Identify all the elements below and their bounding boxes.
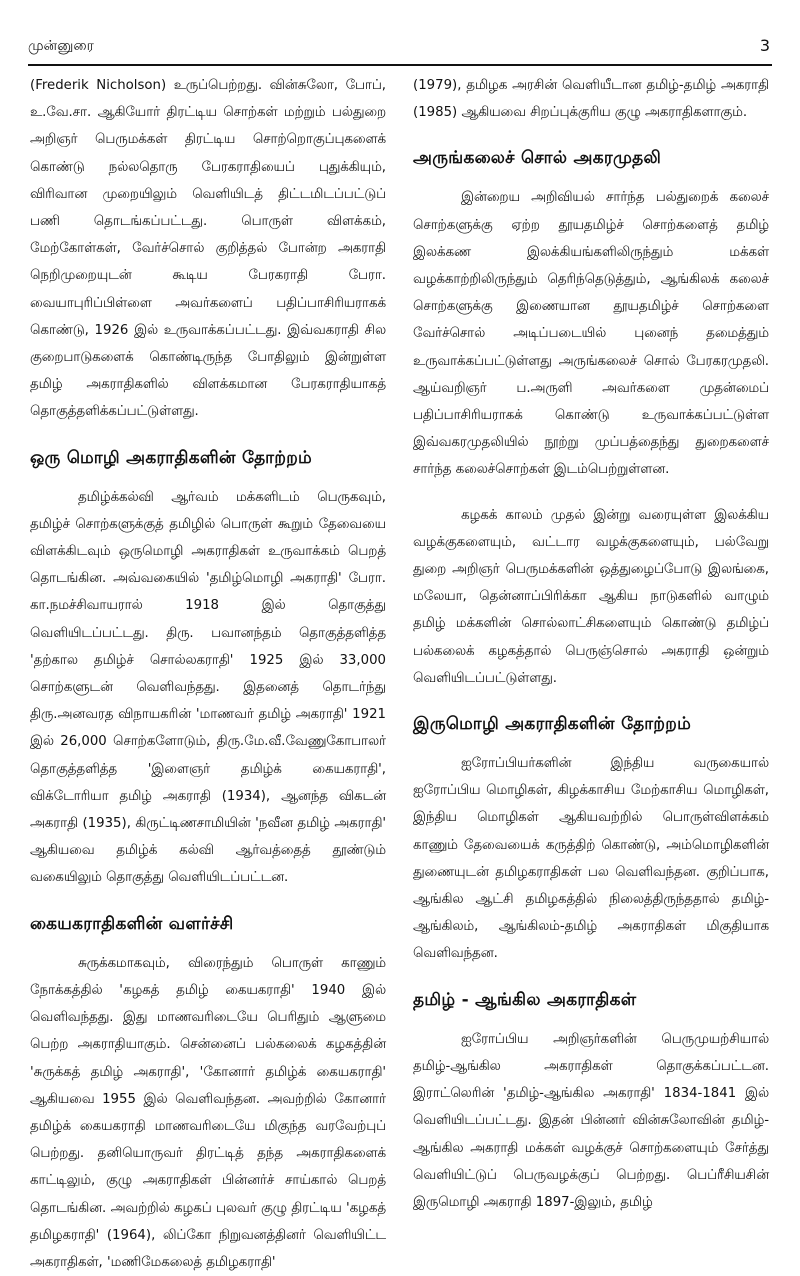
left-column [30, 72, 386, 1276]
right-column [413, 72, 769, 1216]
right-paragraph-1: (1979), தமிழக அரசின் வெளியீடான தமிழ்-தமிழ் அகராதி (1985) ஆகியவை சிறப்புக்குரிய குழு அகராதிகளாகும். [413, 78, 769, 121]
left-paragraph-3: சுருக்கமாகவும், விரைந்தும் பொருள் காணும் நோக்கத்தில் 'கழகத் தமிழ் கையகராதி' 1940 இல் வெளிவந்தது. இது மாணவரிடையே பெரிதும் ஆளுமை பெற்ற அகராதியாகும். சென்னைப் பல்கலைக் கழகத்தின் 'சுருக்கத் தமிழ் அகராதி', 'கோனார் தமிழ்க் கையகராதி' ஆகியவை 1955 இல் வெளிவந்தன. அவற்றில் கோனார் தமிழ்க் கையகராதி மாணவரிடையே மிகுந்த வரவேற்புப் பெற்றது. தனியொருவர் திரட்டித் தந்த அகராதிகளைக் காட்டிலும், குழு அகராதிகள் பின்னர்ச் சாய்கால் பெறத் தொடங்கின. அவற்றில் கழகப் புலவர் குழு திரட்டிய 'கழகத் தமிழகராதி' (1964), லிப்கோ நிறுவனத்தினர் வெளியிட்ட அகராதிகள், 'மணிமேகலைத் தமிழகராதி' [30, 955, 386, 1270]
section-heading-tamil-english: தமிழ் - ஆங்கில அகராதிகள் [413, 989, 637, 1010]
section-heading-technical-lexicon: அருங்கலைச் சொல் அகரமுதலி [413, 148, 662, 169]
left-paragraph-2: தமிழ்க்கல்வி ஆர்வம் மக்களிடம் பெருகவும், தமிழ்ச் சொற்களுக்குத் தமிழில் பொருள் கூறும் தேவையை விளக்கிடவும் ஒருமொழி அகராதிகள் உருவாக்கம் பெறத் தொடங்கின. அவ்வகையில் 'தமிழ்மொழி அகராதி' பேரா. கா.நமச்சிவாயரால் 1918 இல் தொகுத்து வெளியிடப்பட்டது. திரு. பவானந்தம் தொகுத்தளித்த 'தற்கால தமிழ்ச் சொல்லகராதி' 1925 இல் 33,000 சொற்களுடன் வெளிவந்தது. இதனைத் தொடர்ந்து திரு.அனவரத விநாயகரின் 'மாணவர் தமிழ் அகராதி' 1921 இல் 26,000 சொற்களோடும், திரு.மே.வீ.வேணுகோபாலர் தொகுத்தளித்த 'இளைஞர் தமிழ்க் கையகராதி', விக்டோரியா தமிழ் அகராதி (1934), ஆனந்த விகடன் அகராதி (1935), கிருட்டிணசாமியின் 'நவீன தமிழ் அகராதி' ஆகியவை தமிழ்க் கல்வி ஆர்வத்தைத் தூண்டும் வகையிலும் தொகுத்து வெளியிடப்பட்டன. [30, 489, 386, 886]
left-paragraph-1: (Frederik Nicholson) உருப்பெற்றது. வின்சுலோ, போப், உ.வே.சா. ஆகியோர் திரட்டிய சொற்கள் மற்றும் பல்துறை அறிஞர் பெருமக்கள் திரட்டிய சொற்றொகுப்புகளைக் கொண்டு நல்லதொரு பேரகராதியைப் புதுக்கியும், விரிவான முறையிலும் வெளியிடத் திட்டமிடப்பட்டுப் பணி தொடங்கப்பட்டது. பொருள் விளக்கம், மேற்கோள்கள், வேர்ச்சொல் குறித்தல் போன்ற அகராதி நெறிமுறையுடன் கூடிய பேரகராதி பேரா. வையாபுரிப்பிள்ளை அவர்களைப் பதிப்பாசிரியராகக் கொண்டு, 1926 இல் உருவாக்கப்பட்டது. இவ்வகராதி சில குறைபாடுகளைக் கொண்டிருந்த போதிலும் இன்றுள்ள தமிழ் அகராதிகளில் விளக்கமான பேரகராதியாகத் தொகுத்தளிக்கப்பட்டுள்ளது. [30, 78, 386, 420]
page-number: 3 [759, 36, 770, 55]
right-paragraph-4: ஐரோப்பியர்களின் இந்திய வருகையால் ஐரோப்பிய மொழிகள், கிழக்காசிய மேற்காசிய மொழிகள், இந்திய மொழிகள் ஆகியவற்றில் பொருள்விளக்கம் காணும் தேவையைக் கருத்திற் கொண்டு, அம்மொழிகளின் துணையுடன் தமிழகராதிகள் பல வெளிவந்தன. குறிப்பாக, ஆங்கில ஆட்சி தமிழகத்தில் நிலைத்திருந்ததால் தமிழ்-ஆங்கிலம், ஆங்கிலம்-தமிழ் அகராதிகள் மிகுதியாக வெளிவந்தன. [413, 756, 769, 962]
section-heading-bilingual-origin: இருமொழி அகராதிகளின் தோற்றம் [413, 714, 692, 735]
header-rule [28, 64, 772, 66]
running-head: முன்னுரை [28, 38, 94, 54]
right-paragraph-5: ஐரோப்பிய அறிஞர்களின் பெருமுயற்சியால் தமிழ்-ஆங்கில அகராதிகள் தொகுக்கப்பட்டன. இராட்லெரின் 'தமிழ்-ஆங்கில அகராதி' 1834-1841 இல் வெளியிடப்பட்டது. இதன் பின்னர் வின்சுலோவின் தமிழ்-ஆங்கில அகராதி மக்கள் வழக்குச் சொற்களையும் சேர்த்து வெளியிட்டுப் பெருவழக்குப் பெற்றது. பெப்ரீசியசின் இருமொழி அகராதி 1897-இலும், தமிழ் [413, 1031, 769, 1210]
section-heading-pocket-dictionaries: கையகராதிகளின் வளர்ச்சி [30, 913, 234, 934]
right-paragraph-2: இன்றைய அறிவியல் சார்ந்த பல்துறைக் கலைச் சொற்களுக்கு ஏற்ற தூயதமிழ்ச் சொற்களைத் தமிழ் இலக்கண இலக்கியங்களிலிருந்தும் மக்கள் வழக்காற்றிலிருந்தும் தெரிந்தெடுத்தும், ஆங்கிலக் கலைச் சொற்களுக்கு இணையான தூயதமிழ்ச் சொற்களை வேர்ச்சொல் அடிப்படையில் புனைந் தமைத்தும் உருவாக்கப்பட்டுள்ளது அருங்கலைச் சொல் பேரகரமுதலி. ஆய்வறிஞர் ப.அருளி அவர்களை முதன்மைப் பதிப்பாசிரியராகக் கொண்டு உருவாக்கப்பட்டுள்ள இவ்வகரமுதலியில் நூற்று முப்பத்தைந்து துறைகளைச் சார்ந்த கலைச்சொற்கள் இடம்பெற்றுள்ளன. [413, 190, 769, 478]
section-heading-monolingual-origin: ஒரு மொழி அகராதிகளின் தோற்றம் [30, 447, 313, 468]
right-paragraph-3: கழகக் காலம் முதல் இன்று வரையுள்ள இலக்கிய வழக்குகளையும், வட்டார வழக்குகளையும், பல்வேறு துறை அறிஞர் பெருமக்களின் ஒத்துழைப்போடு இலங்கை, மலேயா, தென்னாப்பிரிக்கா ஆகிய நாடுகளில் வாழும் தமிழ் மக்களின் சொல்லாட்சிகளையும் கொண்டு தமிழ்ப் பல்கலைக் கழகத்தால் பெருஞ்சொல் அகராதி ஒன்றும் வெளியிடப்பட்டுள்ளது. [413, 507, 769, 686]
